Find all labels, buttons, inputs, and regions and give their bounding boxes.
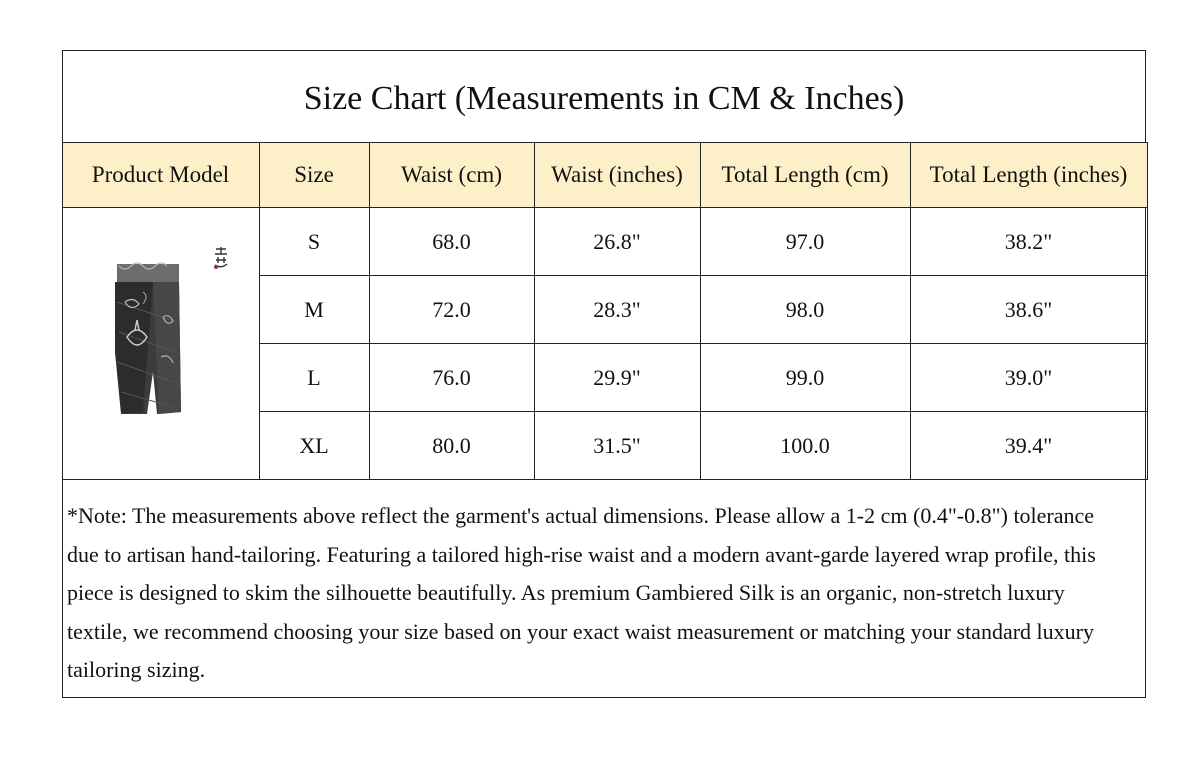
cell-size: S [259,208,369,276]
header-size: Size [259,143,369,208]
product-model-cell [62,208,259,480]
cell-length-cm: 98.0 [700,276,910,344]
cell-length-cm: 99.0 [700,344,910,412]
cell-length-cm: 100.0 [700,412,910,480]
table-header-row [62,143,1147,208]
header-length-cm: Total Length (cm) [700,143,910,208]
chart-title: Size Chart (Measurements in CM & Inches) [63,51,1145,143]
cell-waist-inches: 29.9" [534,344,700,412]
table-row [62,208,1147,276]
cell-length-inches: 39.0" [910,344,1147,412]
header-waist-inches: Waist (inches) [534,143,700,208]
wrap-pants-product-icon [113,262,183,422]
cell-length-inches: 38.6" [910,276,1147,344]
cell-waist-inches: 26.8" [534,208,700,276]
cell-size: M [259,276,369,344]
cell-waist-inches: 28.3" [534,276,700,344]
cell-size: L [259,344,369,412]
header-product-model: Product Model [62,143,259,208]
cell-waist-cm: 68.0 [369,208,534,276]
cell-length-cm: 97.0 [700,208,910,276]
cell-size: XL [259,412,369,480]
cell-waist-cm: 80.0 [369,412,534,480]
cell-waist-cm: 72.0 [369,276,534,344]
header-waist-cm: Waist (cm) [369,143,534,208]
header-length-inches: Total Length (inches) [910,143,1147,208]
size-chart-frame [62,50,1146,698]
size-table [62,142,1148,480]
sizing-note: *Note: The measurements above reflect the garment's actual dimensions. Please allow a 1-2 cm (0.4"-0.8") tolerance due to artisan hand-tailoring. Featuring a tailored high-rise waist and a modern avant-garde layered wrap profile, this piece is designed to skim the silhouette beautifully. As premium Gambiered Silk is an organic, non-stretch luxury textile, we recommend choosing your size based on your exact waist measurement or matching your standard luxury tailoring sizing. [67,503,1096,682]
cell-length-inches: 38.2" [910,208,1147,276]
seal-stamp-icon [213,246,229,272]
cell-waist-cm: 76.0 [369,344,534,412]
cell-length-inches: 39.4" [910,412,1147,480]
cell-waist-inches: 31.5" [534,412,700,480]
